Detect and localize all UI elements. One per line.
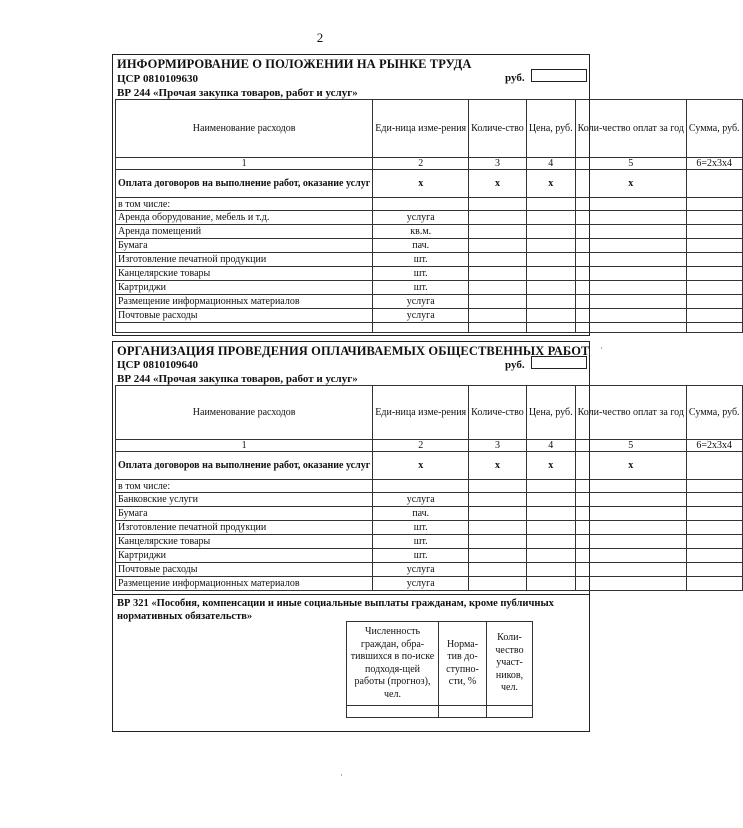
row-unit: услуга — [373, 493, 469, 507]
sum-field[interactable] — [531, 356, 587, 369]
vr-code: ВР 244 «Прочая закупка товаров, работ и услуг» — [117, 373, 358, 385]
table-row — [116, 281, 743, 295]
row-name: Бумага — [116, 239, 373, 253]
row-unit: услуга — [373, 211, 469, 225]
table-row — [116, 239, 743, 253]
main-row-name: Оплата договоров на выполнение работ, оказание услуг — [116, 170, 373, 198]
expense-table — [115, 385, 743, 591]
row-unit: шт. — [373, 549, 469, 563]
row-name: Размещение информационных материалов — [116, 577, 373, 591]
currency-label: руб. — [505, 359, 525, 371]
row-name: Канцелярские товары — [116, 535, 373, 549]
row-name: Банковские услуги — [116, 493, 373, 507]
header-price: Цена, руб. — [526, 100, 575, 158]
row-name: Картриджи — [116, 549, 373, 563]
col-number: 4 — [526, 440, 575, 452]
col-number: 2 — [373, 158, 469, 170]
currency-label: руб. — [505, 72, 525, 84]
value-cell[interactable] — [439, 706, 487, 718]
table-row — [116, 253, 743, 267]
header-name: Наименование расходов — [116, 100, 373, 158]
table-row — [116, 309, 743, 323]
x-mark: х — [526, 170, 575, 198]
row-name: Размещение информационных материалов — [116, 295, 373, 309]
row-unit: кв.м. — [373, 225, 469, 239]
scan-mark: · — [600, 343, 603, 353]
header-quantity: Количе-ство — [469, 100, 527, 158]
table-row — [116, 225, 743, 239]
col-number: 3 — [469, 440, 527, 452]
section-title: ОРГАНИЗАЦИЯ ПРОВЕДЕНИЯ ОПЛАЧИВАЕМЫХ ОБЩЕСТВЕННЫХ РАБОТ — [117, 344, 590, 358]
table-row — [116, 493, 743, 507]
social-payments-table — [346, 621, 533, 718]
table-row — [116, 549, 743, 563]
header-name: Наименование расходов — [116, 386, 373, 440]
col-number: 4 — [526, 158, 575, 170]
row-unit: шт. — [373, 535, 469, 549]
col-number: 3 — [469, 158, 527, 170]
row-name: Бумага — [116, 507, 373, 521]
row-name: Изготовление печатной продукции — [116, 521, 373, 535]
section-social-payments — [112, 595, 590, 732]
row-unit: услуга — [373, 295, 469, 309]
expense-table — [115, 99, 743, 333]
section-public-works — [112, 341, 740, 595]
table-row — [116, 267, 743, 281]
including-label: в том числе: — [116, 480, 373, 493]
sum-cell[interactable] — [686, 452, 742, 480]
table-row — [116, 295, 743, 309]
row-unit: услуга — [373, 563, 469, 577]
row-unit: пач. — [373, 239, 469, 253]
row-name: Почтовые расходы — [116, 563, 373, 577]
row-name: Почтовые расходы — [116, 309, 373, 323]
x-mark: х — [575, 170, 686, 198]
col-number: 6=2х3х4 — [686, 440, 742, 452]
sum-field[interactable] — [531, 69, 587, 82]
col-number: 1 — [116, 440, 373, 452]
table-row — [116, 211, 743, 225]
col-number: 5 — [575, 440, 686, 452]
including-label: в том числе: — [116, 198, 373, 211]
row-unit: шт. — [373, 253, 469, 267]
col-number: 2 — [373, 440, 469, 452]
table-row — [116, 507, 743, 521]
x-mark: х — [469, 452, 527, 480]
header-payments: Коли-чество оплат за год — [575, 386, 686, 440]
section-market-info — [112, 54, 740, 336]
table-row — [116, 563, 743, 577]
header-unit: Еди-ница изме-рения — [373, 100, 469, 158]
header-quantity: Количе-ство — [469, 386, 527, 440]
table-row — [116, 535, 743, 549]
page-number: 2 — [316, 30, 324, 45]
row-name: Канцелярские товары — [116, 267, 373, 281]
section-title: ИНФОРМИРОВАНИЕ О ПОЛОЖЕНИИ НА РЫНКЕ ТРУДА — [117, 57, 472, 71]
row-name: Аренда помещений — [116, 225, 373, 239]
table-row — [116, 577, 743, 591]
header-price: Цена, руб. — [526, 386, 575, 440]
row-name: Аренда оборудование, мебель и т.д. — [116, 211, 373, 225]
row-unit: шт. — [373, 281, 469, 295]
col-number: 1 — [116, 158, 373, 170]
header-sum: Сумма, руб. — [686, 386, 742, 440]
header-participants: Коли-чество участ-ников, чел. — [487, 622, 533, 706]
row-unit: шт. — [373, 267, 469, 281]
header-norm: Норма-тив до-ступно-сти, % — [439, 622, 487, 706]
row-unit: шт. — [373, 521, 469, 535]
col-number: 6=2х3х4 — [686, 158, 742, 170]
vr-code: ВР 244 «Прочая закупка товаров, работ и услуг» — [117, 87, 358, 99]
value-cell[interactable] — [347, 706, 439, 718]
row-unit: пач. — [373, 507, 469, 521]
scan-mark: · — [340, 770, 343, 780]
row-unit: услуга — [373, 577, 469, 591]
sum-cell[interactable] — [686, 170, 742, 198]
csr-code: ЦСР 0810109640 — [117, 359, 198, 371]
vr-code: ВР 321 «Пособия, компенсации и иные социальные выплаты гражданам, кроме публичных нормативных обязательств» — [117, 598, 554, 622]
row-name: Картриджи — [116, 281, 373, 295]
csr-code: ЦСР 0810109630 — [117, 73, 198, 85]
header-sum: Сумма, руб. — [686, 100, 742, 158]
header-citizens-count: Численность граждан, обра-тившихся в по-иске подходя-щей работы (прогноз), чел. — [347, 622, 439, 706]
col-number: 5 — [575, 158, 686, 170]
x-mark: х — [469, 170, 527, 198]
x-mark: х — [575, 452, 686, 480]
value-cell[interactable] — [487, 706, 533, 718]
row-unit: услуга — [373, 309, 469, 323]
x-mark: х — [373, 170, 469, 198]
header-payments: Коли-чество оплат за год — [575, 100, 686, 158]
main-row-name: Оплата договоров на выполнение работ, оказание услуг — [116, 452, 373, 480]
header-unit: Еди-ница изме-рения — [373, 386, 469, 440]
x-mark: х — [373, 452, 469, 480]
x-mark: х — [526, 452, 575, 480]
table-row — [116, 521, 743, 535]
row-name: Изготовление печатной продукции — [116, 253, 373, 267]
